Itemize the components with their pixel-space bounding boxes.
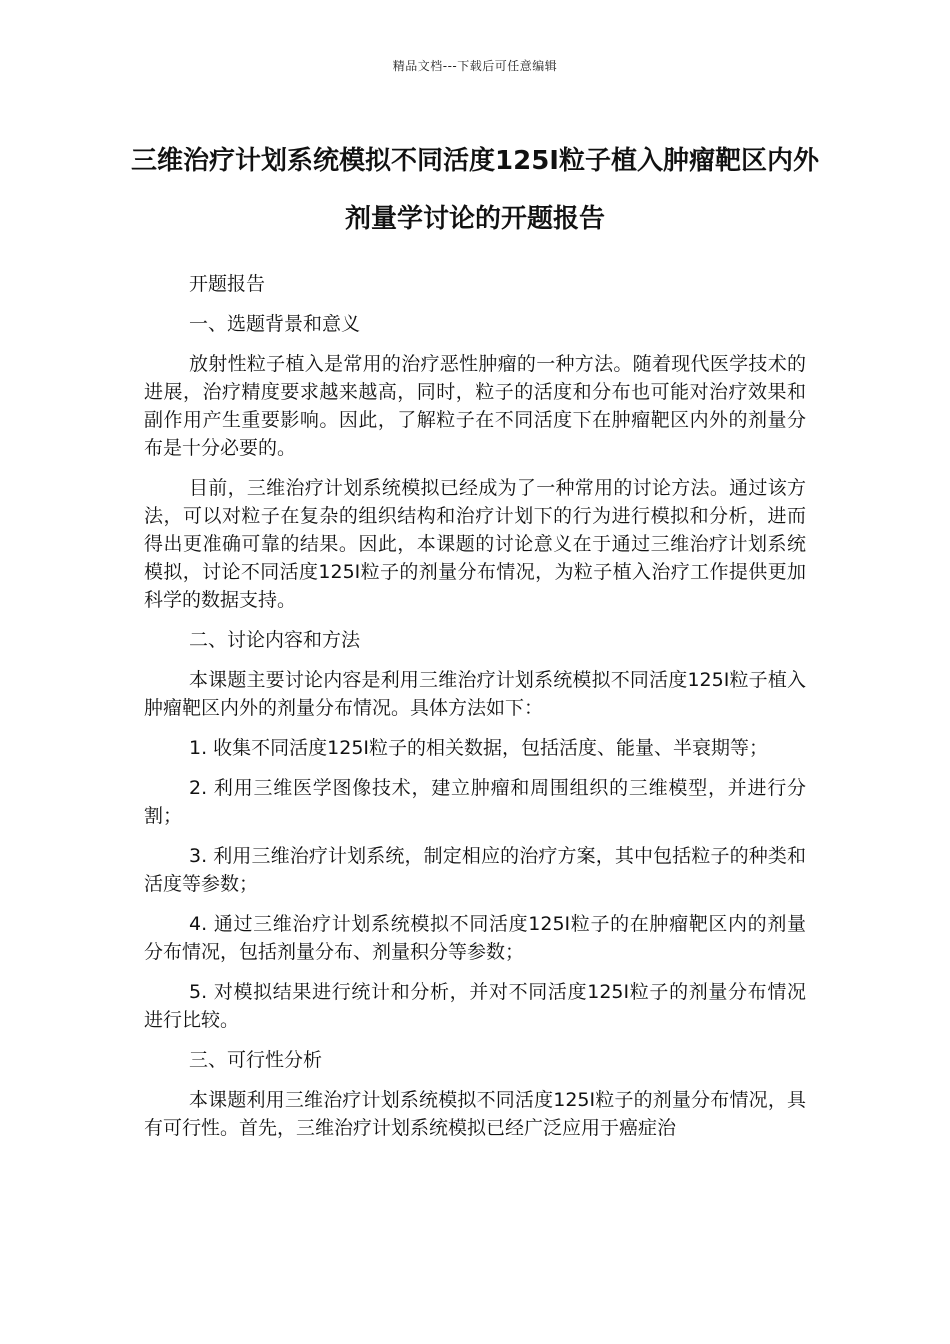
method-item-3: 3. 利用三维治疗计划系统，制定相应的治疗方案，其中包括粒子的种类和活度等参数；: [144, 845, 806, 895]
document-title: 三维治疗计划系统模拟不同活度125I粒子植入肿瘤靶区内外剂量学讨论的开题报告: [131, 146, 819, 234]
section3-paragraph-1: 本课题利用三维治疗计划系统模拟不同活度125I粒子的剂量分布情况，具有可行性。首先，三维治疗计划系统模拟已经广泛应用于癌症治: [144, 1089, 806, 1139]
section3-heading: 三、可行性分析: [189, 1049, 323, 1071]
section1-heading: 一、选题背景和意义: [189, 313, 361, 335]
section2-intro: 本课题主要讨论内容是利用三维治疗计划系统模拟不同活度125I粒子植入肿瘤靶区内外的剂量分布情况。具体方法如下：: [144, 669, 806, 719]
report-label: 开题报告: [189, 273, 266, 295]
method-item-1: 1. 收集不同活度125I粒子的相关数据，包括活度、能量、半衰期等；: [189, 737, 769, 759]
section2-heading: 二、讨论内容和方法: [189, 629, 361, 651]
section1-paragraph-2: 目前，三维治疗计划系统模拟已经成为了一种常用的讨论方法。通过该方法，可以对粒子在复杂的组织结构和治疗计划下的行为进行模拟和分析，进而得出更准确可靠的结果。因此，本课题的讨论意义在于通过三维治疗计划系统模拟，讨论不同活度125I粒子的剂量分布情况，为粒子植入治疗工作提供更加科学的数据支持。: [144, 477, 806, 611]
document-body: [144, 270, 806, 1154]
method-item-5: 5. 对模拟结果进行统计和分析，并对不同活度125I粒子的剂量分布情况进行比较。: [144, 981, 806, 1031]
method-item-2: 2. 利用三维医学图像技术，建立肿瘤和周围组织的三维模型，并进行分割；: [144, 777, 806, 827]
header-note: 精品文档---下载后可任意编辑: [392, 59, 558, 73]
section1-paragraph-1: 放射性粒子植入是常用的治疗恶性肿瘤的一种方法。随着现代医学技术的进展，治疗精度要求越来越高，同时，粒子的活度和分布也可能对治疗效果和副作用产生重要影响。因此，了解粒子在不同活度下在肿瘤靶区内外的剂量分布是十分必要的。: [144, 353, 806, 459]
method-item-4: 4. 通过三维治疗计划系统模拟不同活度125I粒子的在肿瘤靶区内的剂量分布情况，包括剂量分布、剂量积分等参数；: [144, 913, 806, 963]
